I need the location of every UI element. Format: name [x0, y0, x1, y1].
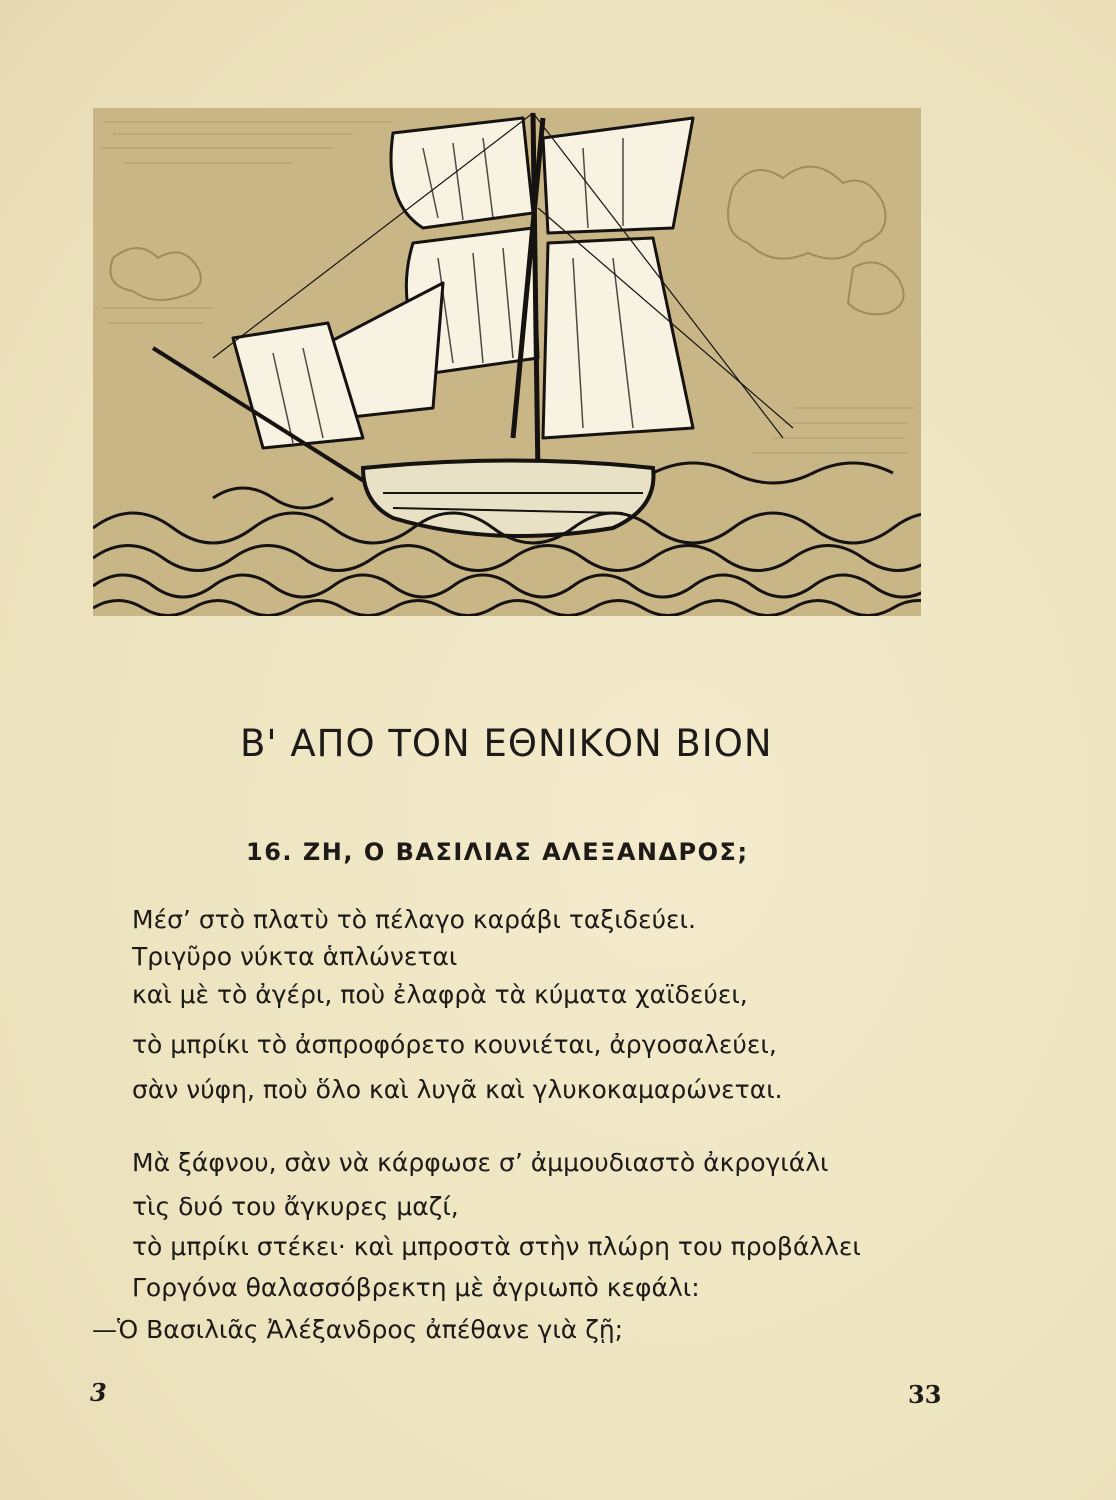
poem-line: Γοργόνα θαλασσόβρεκτη μὲ ἀγριωπὸ κεφάλι: — [132, 1273, 700, 1302]
poem-line: τὸ μπρίκι τὸ ἀσπροφόρετο κουνιέται, ἀργοσαλεύει, — [132, 1030, 777, 1059]
poem-line: καὶ μὲ τὸ ἀγέρι, ποὺ ἐλαφρὰ τὰ κύματα χαϊδεύει, — [132, 980, 748, 1009]
poem-line: Τριγῦρο νύκτα ἁπλώνεται — [132, 942, 458, 971]
poem-line: —Ὁ Βασιλιᾶς Ἀλέξανδρος ἀπέθανε γιὰ ζῇ; — [92, 1315, 624, 1344]
poem-line: Μέσ’ στὸ πλατὺ τὸ πέλαγο καράβι ταξιδεύει. — [132, 905, 696, 934]
poem-line: τὸ μπρίκι στέκει· καὶ μπροστὰ στὴν πλώρη του προβάλλει — [132, 1232, 861, 1261]
ship-illustration — [93, 108, 921, 616]
signature-mark: 3 — [90, 1378, 107, 1407]
poem-line: σὰν νύφη, ποὺ ὅλο καὶ λυγᾶ καὶ γλυκοκαμαρώνεται. — [132, 1075, 783, 1104]
poem-line: Μὰ ξάφνου, σὰν νὰ κάρφωσε σ’ ἀμμουδιαστὸ ἀκρογιάλι — [132, 1148, 829, 1177]
poem-title: 16. ΖΗ, Ο ΒΑΣΙΛΙΑΣ ΑΛΕΞΑΝΔΡΟΣ; — [246, 838, 749, 866]
poem-line: τὶς δυό του ἄγκυρες μαζί, — [132, 1192, 459, 1221]
section-heading: Β' ΑΠΟ ΤΟΝ ΕΘΝΙΚΟΝ ΒΙΟΝ — [240, 722, 773, 765]
page-number: 33 — [908, 1380, 942, 1409]
